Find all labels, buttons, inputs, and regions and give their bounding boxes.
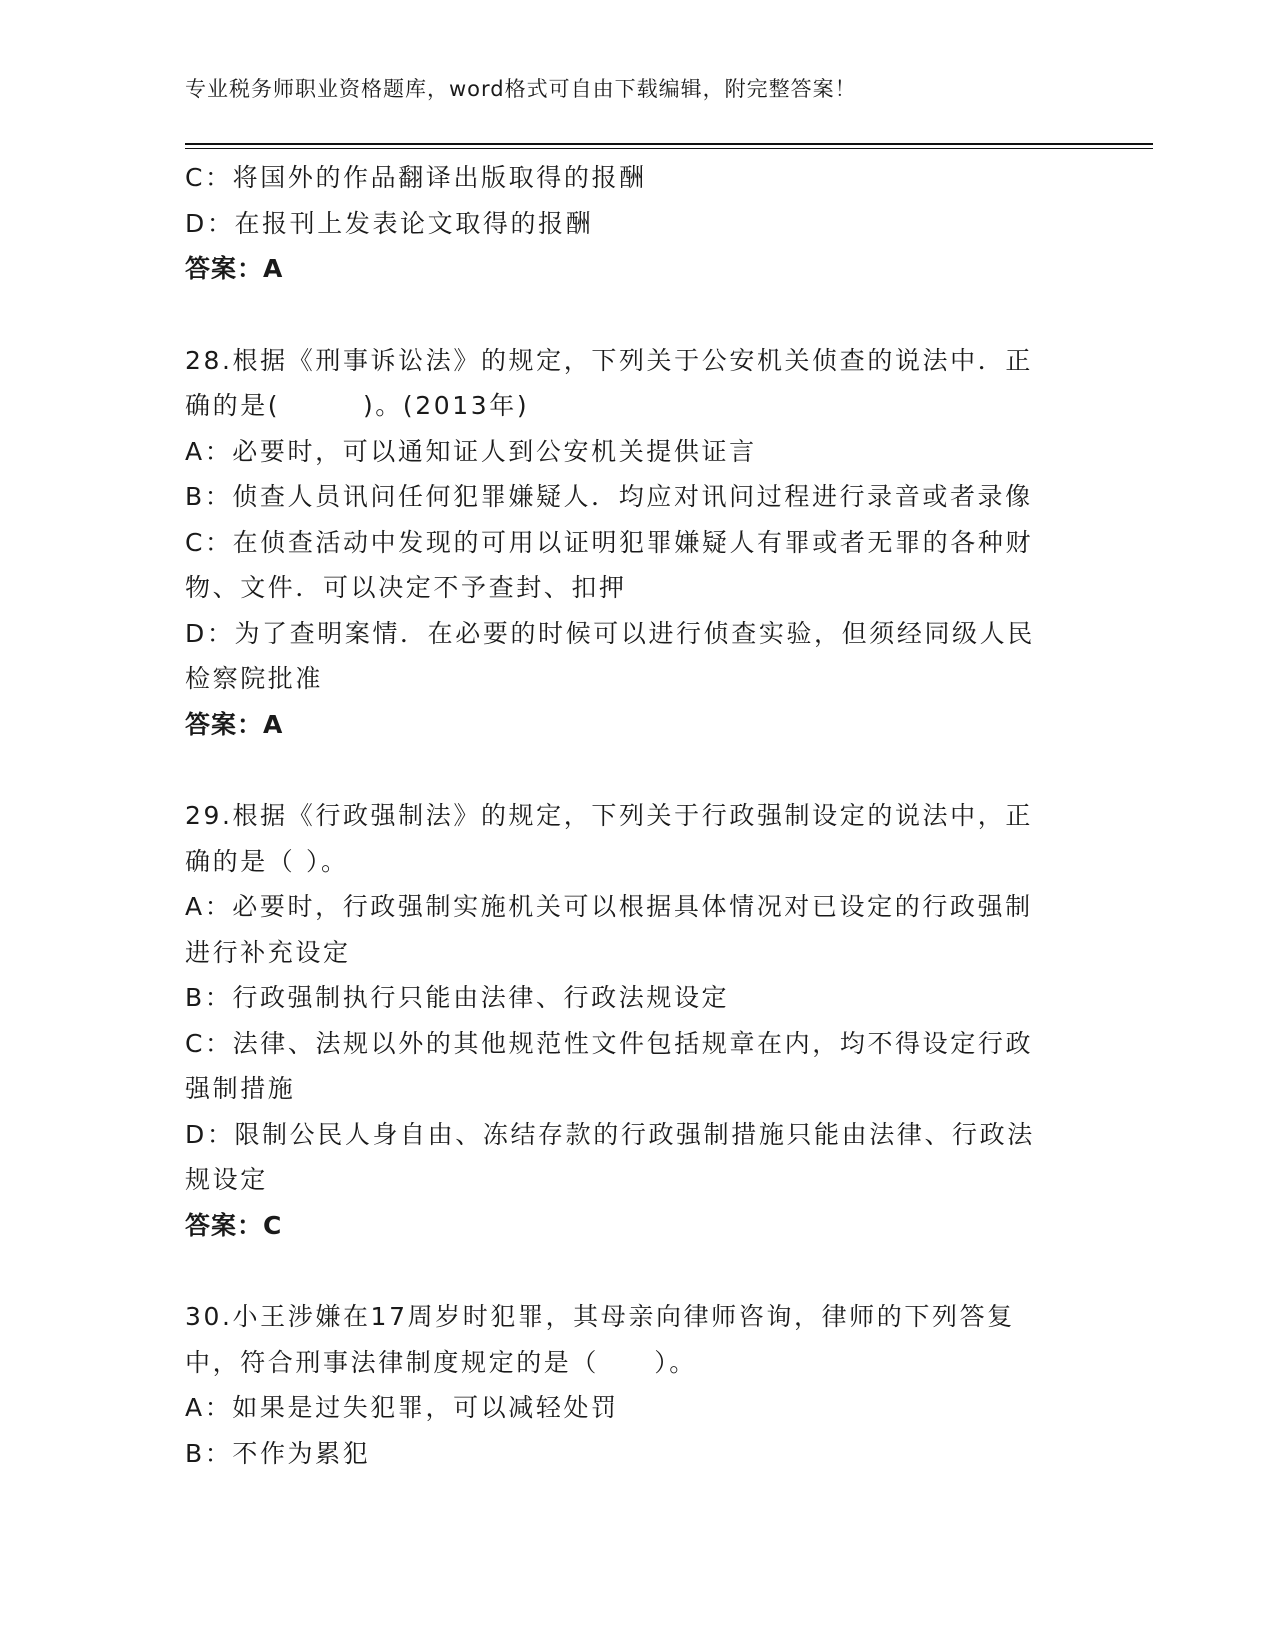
spacer: [185, 292, 1070, 338]
option-line: C：将国外的作品翻译出版取得的报酬: [185, 163, 647, 192]
document-body: [185, 155, 1070, 1476]
option-line: D：在报刊上发表论文取得的报酬: [185, 208, 594, 238]
option-line: C：法律、法规以外的其他规范性文件包括规章在内，均不得设定行政: [185, 1028, 1034, 1058]
option-line: A：必要时，行政强制实施机关可以根据具体情况对已设定的行政强制: [185, 892, 1033, 921]
question-line: 29.根据《行政强制法》的规定，下列关于行政强制设定的说法中，正: [185, 801, 1033, 830]
page-header: 专业税务师职业资格题库，word格式可自由下载编辑，附完整答案！: [185, 77, 857, 101]
answer-line: 答案：A: [185, 254, 284, 283]
question-line: 中，符合刑事法律制度规定的是（ ）。: [185, 1347, 697, 1377]
option-line: 强制措施: [185, 1074, 296, 1103]
question-line: 确的是（ ）。: [185, 846, 349, 876]
option-line: 规设定: [185, 1165, 268, 1194]
option-line: 进行补充设定: [185, 937, 351, 967]
header-divider: [185, 143, 1153, 145]
option-line: B：不作为累犯: [185, 1438, 371, 1468]
option-line: A：必要时，可以通知证人到公安机关提供证言: [185, 436, 757, 466]
option-line: B：侦查人员讯问任何犯罪嫌疑人．均应对讯问过程进行录音或者录像: [185, 482, 1033, 511]
question-line: 确的是( )。(2013年): [185, 391, 530, 420]
option-line: C：在侦查活动中发现的可用以证明犯罪嫌疑人有罪或者无罪的各种财: [185, 527, 1034, 557]
question-line: 28.根据《刑事诉讼法》的规定，下列关于公安机关侦查的说法中．正: [185, 345, 1033, 375]
question-line: 30.小王涉嫌在17周岁时犯罪，其母亲向律师咨询，律师的下列答复: [185, 1302, 1015, 1331]
spacer: [185, 747, 1070, 793]
answer-line: 答案：A: [185, 709, 284, 739]
option-line: B：行政强制执行只能由法律、行政法规设定: [185, 983, 730, 1012]
answer-line: 答案：C: [185, 1210, 283, 1240]
spacer: [185, 1248, 1070, 1294]
option-line: A：如果是过失犯罪，可以减轻处罚: [185, 1393, 619, 1422]
option-line: 检察院批准: [185, 664, 324, 693]
option-line: 物、文件．可以决定不予查封、扣押: [185, 573, 627, 602]
option-line: D：为了查明案情．在必要的时候可以进行侦查实验，但须经同级人民: [185, 618, 1035, 648]
option-line: D：限制公民人身自由、冻结存款的行政强制措施只能由法律、行政法: [185, 1119, 1035, 1149]
